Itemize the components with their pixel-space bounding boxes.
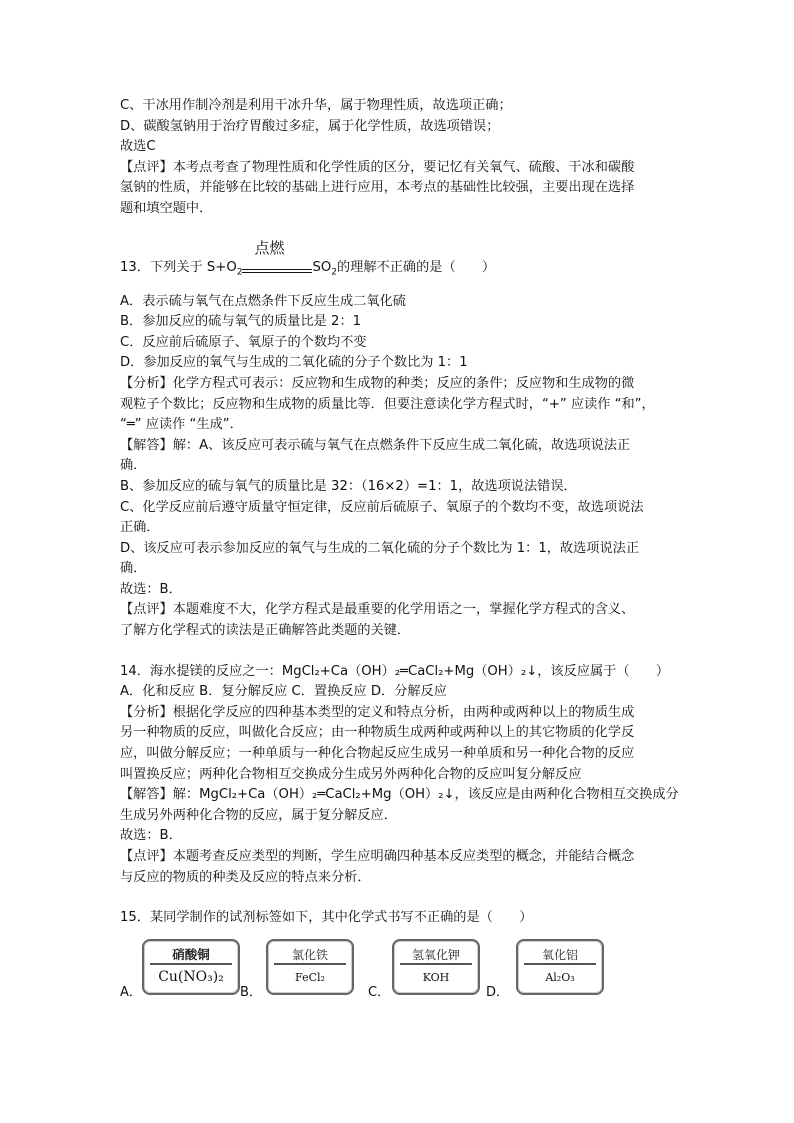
option-c-marker: C． <box>368 984 391 1000</box>
subscript: 2 <box>236 267 243 278</box>
comment-line: 【点评】本题难度不大，化学方程式是最重要的化学用语之一，掌握化学方程式的含义、 <box>120 602 635 618</box>
answer-line: 正确． <box>120 520 160 536</box>
reaction-arrow <box>242 239 312 278</box>
answer-line: 【解答】解：MgCl₂+Ca（OH）₂═CaCl₂+Mg（OH）₂↓，该反应是由两种化合物相互交换成分 <box>120 787 679 803</box>
question-15-stem: 15．某同学制作的试剂标签如下，其中化学式书写不正确的是（ ） <box>120 910 533 926</box>
comment-line: 了解方化学程式的读法是正确解答此类题的关键． <box>120 623 411 639</box>
question-14-stem: 14．海水提镁的反应之一：MgCl₂+Ca（OH）₂═CaCl₂+Mg（OH）₂↓，该反应属于（ ） <box>120 663 670 679</box>
answer-line: 故选：B． <box>120 581 182 597</box>
answer-line: 故选：B． <box>120 828 182 844</box>
reagent-labels <box>120 935 680 1005</box>
option-d: D．参加反应的氧气与生成的二氧化硫的分子个数比为 1：1 <box>120 355 468 371</box>
document-page <box>120 96 680 1005</box>
reagent-label-a <box>142 939 240 995</box>
comment-line: 氢钠的性质，并能够在比较的基础上进行应用，本考点的基础性比较强，主要出现在选择 <box>120 180 635 196</box>
answer-line: D、该反应可表示参加反应的氧气与生成的二氧化硫的分子个数比为 1：1，故选项说法正 <box>120 540 640 556</box>
reagent-label-b <box>266 939 354 995</box>
analysis-line: 观粒子个数比；反应物和生成物的质量比等．但要注意读化学方程式时，“+” 应读作 “和”， <box>120 396 655 412</box>
subscript: 2 <box>331 267 337 278</box>
option-b-marker: B． <box>240 984 262 1000</box>
reagent-label-c <box>392 939 480 995</box>
analysis-line: 应，叫做分解反应；一种单质与一种化合物起反应生成另一种单质和另一种化合物的反应 <box>120 746 635 762</box>
comment-line: 【点评】本考点考查了物理性质和化学性质的区分，要记忆有关氧气、硫酸、干冰和碳酸 <box>120 159 635 175</box>
reagent-name: 氯化铁 <box>291 947 328 962</box>
option-a-marker: A． <box>120 984 142 1000</box>
answer-line: 生成另外两种化合物的反应，属于复分解反应． <box>120 807 397 823</box>
reagent-name: 氢氧化钾 <box>411 947 460 962</box>
reagent-name: 硝酸铜 <box>172 946 210 962</box>
comment-line: 与反应的物质的种类及反应的特点来分析． <box>120 869 371 885</box>
question-14-options: A．化和反应 B．复分解反应 C．置换反应 D．分解反应 <box>120 684 447 700</box>
answer-line: 确． <box>120 561 147 577</box>
analysis-line: 另一种物质的反应，叫做化合反应；由一种物质生成两种或两种以上的其它物质的化学反 <box>120 725 635 741</box>
option-a: A．表示硫与氧气在点燃条件下反应生成二氧化硫 <box>120 293 406 309</box>
reagent-label-d <box>516 939 604 995</box>
answer-line: 确． <box>120 458 147 474</box>
reagent-formula: FeCl₂ <box>295 970 325 984</box>
stem-product: SO <box>312 259 332 275</box>
analysis-line: 【分析】根据化学反应的四种基本类型的定义和特点分析，由两种或两种以上的物质生成 <box>120 704 635 720</box>
option-b: B．参加反应的硫与氧气的质量比是 2：1 <box>120 314 362 330</box>
option-d-marker: D． <box>486 984 510 1000</box>
reagent-name: 氧化铝 <box>541 947 578 962</box>
reagent-formula: Al₂O₃ <box>545 970 575 984</box>
reagent-formula: KOH <box>422 970 450 984</box>
analysis-line: “═” 应读作 “生成”． <box>120 417 243 433</box>
reaction-condition: 点燃 <box>254 239 285 258</box>
text-line: C、干冰用作制冷剂是利用干冰升华，属于物理性质，故选项正确； <box>120 98 512 113</box>
option-c: C．反应前后硫原子、氧原子的个数均不变 <box>120 334 367 350</box>
text-line: D、碳酸氢钠用于治疗胃酸过多症，属于化学性质，故选项错误； <box>120 118 500 134</box>
stem-prefix: 13．下列关于 S+O <box>120 259 237 275</box>
comment-line: 题和填空题中． <box>120 200 213 216</box>
analysis-line: 叫置换反应；两种化合物相互交换成分生成另外两种化合物的反应叫复分解反应 <box>120 766 582 782</box>
answer-line: 【解答】解：A、该反应可表示硫与氧气在点燃条件下反应生成二氧化硫，故选项说法正 <box>120 437 631 453</box>
answer-line: B、参加反应的硫与氧气的质量比是 32：（16×2）=1：1，故选项说法错误． <box>120 478 577 494</box>
analysis-line: 【分析】化学方程式可表示：反应物和生成物的种类；反应的条件；反应物和生成物的微 <box>120 375 635 391</box>
reagent-formula: Cu(NO₃)₂ <box>158 968 224 985</box>
question-13-stem <box>120 240 680 284</box>
text-line: 故选C <box>120 139 156 155</box>
answer-line: C、化学反应前后遵守质量守恒定律，反应前后硫原子、氧原子的个数均不变，故选项说法 <box>120 499 644 515</box>
stem-suffix: 的理解不正确的是（ ） <box>336 259 496 275</box>
comment-line: 【点评】本题考查反应类型的判断，学生应明确四种基本反应类型的概念，并能结合概念 <box>120 849 635 864</box>
